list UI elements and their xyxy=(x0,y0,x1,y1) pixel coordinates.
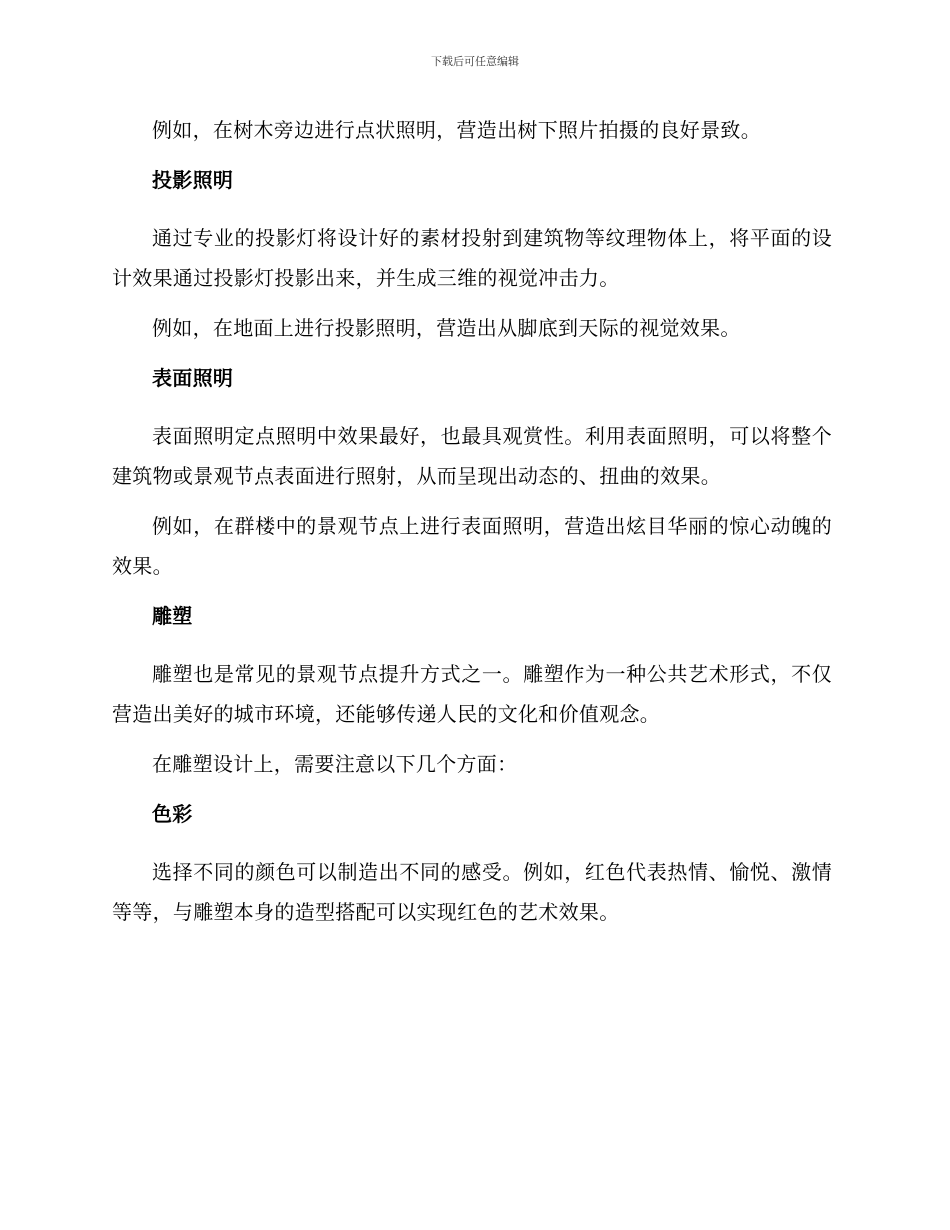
document-body xyxy=(112,110,832,942)
section-heading: 表面照明 xyxy=(152,366,234,390)
paragraph: 选择不同的颜色可以制造出不同的感受。例如，红色代表热情、愉悦、激情等等，与雕塑本身的造型搭配可以实现红色的艺术效果。 xyxy=(112,860,832,924)
paragraph: 表面照明定点照明中效果最好，也最具观赏性。利用表面照明，可以将整个建筑物或景观节点表面进行照射，从而呈现出动态的、扭曲的效果。 xyxy=(112,424,832,488)
paragraph: 例如，在树木旁边进行点状照明，营造出树下照片拍摄的良好景致。 xyxy=(152,118,761,142)
page-header: 下载后可任意编辑 xyxy=(431,55,519,68)
section-heading: 色彩 xyxy=(152,802,193,826)
paragraph: 通过专业的投影灯将设计好的素材投射到建筑物等纹理物体上，将平面的设计效果通过投影灯投影出来，并生成三维的视觉冲击力。 xyxy=(112,226,832,290)
section-heading: 投影照明 xyxy=(152,168,234,192)
paragraph: 例如，在地面上进行投影照明，营造出从脚底到天际的视觉效果。 xyxy=(152,316,741,340)
paragraph: 在雕塑设计上，需要注意以下几个方面： xyxy=(152,752,518,776)
paragraph: 雕塑也是常见的景观节点提升方式之一。雕塑作为一种公共艺术形式，不仅营造出美好的城市环境，还能够传递人民的文化和价值观念。 xyxy=(112,662,832,726)
paragraph: 例如，在群楼中的景观节点上进行表面照明，营造出炫目华丽的惊心动魄的效果。 xyxy=(112,514,832,578)
section-heading: 雕塑 xyxy=(152,604,193,628)
